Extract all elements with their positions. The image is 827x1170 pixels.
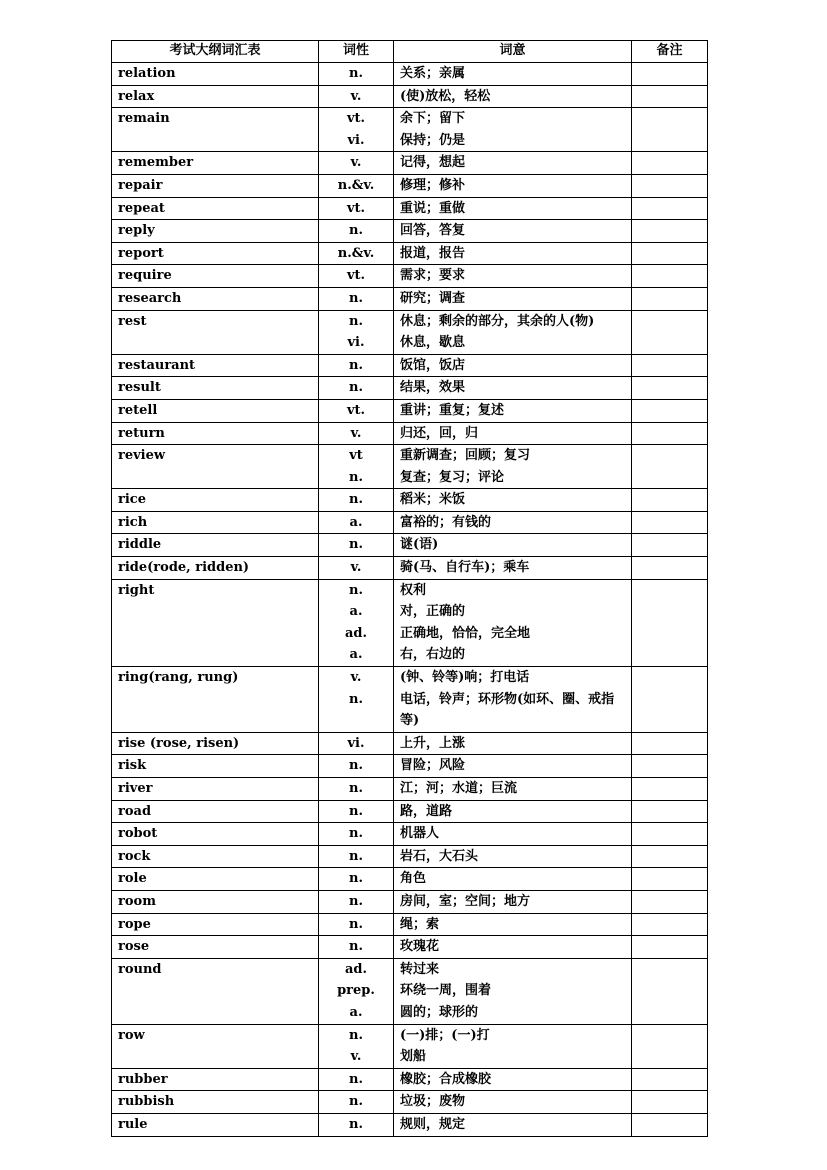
pos-entry: n. <box>349 939 363 955</box>
pos-cell <box>319 936 394 959</box>
vocabulary-page <box>111 40 707 1137</box>
meaning-cell <box>394 511 632 534</box>
pos-cell <box>319 534 394 557</box>
pos-entry: v. <box>350 670 362 686</box>
table-row <box>112 1068 708 1091</box>
word-cell: rubbish <box>112 1091 319 1114</box>
table-row <box>112 557 708 580</box>
table-row <box>112 936 708 959</box>
table-row <box>112 85 708 108</box>
table-row <box>112 913 708 936</box>
word-cell: robot <box>112 823 319 846</box>
table-row <box>112 868 708 891</box>
meaning-entry: (使)放松，轻松 <box>400 88 491 104</box>
table-row <box>112 197 708 220</box>
table-row <box>112 778 708 801</box>
note-cell <box>632 534 708 557</box>
word-cell: risk <box>112 755 319 778</box>
meaning-cell <box>394 557 632 580</box>
pos-entry: vt. <box>346 111 366 127</box>
meaning-entry: 重说；重做 <box>400 200 466 216</box>
note-cell <box>632 108 708 152</box>
pos-cell <box>319 265 394 288</box>
note-cell <box>632 890 708 913</box>
pos-cell <box>319 1113 394 1136</box>
meaning-cell <box>394 85 632 108</box>
word-cell: require <box>112 265 319 288</box>
note-cell <box>632 845 708 868</box>
meaning-entry: 保持；仍是 <box>400 132 466 148</box>
meaning-cell <box>394 287 632 310</box>
note-cell <box>632 667 708 733</box>
table-row <box>112 174 708 197</box>
vocabulary-table <box>111 40 708 1137</box>
pos-cell <box>319 800 394 823</box>
pos-entry: n. <box>349 290 363 306</box>
meaning-cell <box>394 1024 632 1068</box>
pos-entry: v. <box>350 560 362 576</box>
pos-entry: prep. <box>337 983 375 999</box>
meaning-entry: 余下；留下 <box>400 111 466 127</box>
table-row <box>112 534 708 557</box>
pos-entry: vi. <box>347 735 365 751</box>
pos-entry: v. <box>350 155 362 171</box>
note-cell <box>632 377 708 400</box>
note-cell <box>632 63 708 86</box>
pos-cell <box>319 174 394 197</box>
meaning-cell <box>394 1113 632 1136</box>
meaning-cell <box>394 152 632 175</box>
table-header-row <box>112 41 708 63</box>
meaning-cell <box>394 354 632 377</box>
table-row <box>112 511 708 534</box>
pos-entry: n. <box>349 469 363 485</box>
meaning-entry: 电话，铃声；环形物(如环、圈、戒指等) <box>400 691 615 729</box>
pos-entry: vt <box>349 448 363 464</box>
word-cell: row <box>112 1024 319 1068</box>
pos-cell <box>319 913 394 936</box>
meaning-entry: 重讲；重复；复述 <box>400 402 505 418</box>
pos-entry: n. <box>349 582 363 598</box>
pos-cell <box>319 242 394 265</box>
pos-cell <box>319 823 394 846</box>
meaning-cell <box>394 755 632 778</box>
pos-entry: vt. <box>346 268 366 284</box>
pos-cell <box>319 108 394 152</box>
meaning-cell <box>394 579 632 666</box>
note-cell <box>632 422 708 445</box>
note-cell <box>632 823 708 846</box>
word-cell: repair <box>112 174 319 197</box>
pos-cell <box>319 579 394 666</box>
note-cell <box>632 489 708 512</box>
word-cell: rice <box>112 489 319 512</box>
pos-entry: n. <box>349 1116 363 1132</box>
note-cell <box>632 1091 708 1114</box>
pos-entry: a. <box>349 647 363 663</box>
note-cell <box>632 557 708 580</box>
word-cell: ride(rode, ridden) <box>112 557 319 580</box>
note-cell <box>632 579 708 666</box>
meaning-entry: 结果，效果 <box>400 380 466 396</box>
vocabulary-table-body <box>112 63 708 1137</box>
meaning-cell <box>394 913 632 936</box>
meaning-entry: 骑(马、自行车)；乘车 <box>400 560 530 576</box>
word-cell: rule <box>112 1113 319 1136</box>
table-row <box>112 108 708 152</box>
table-row <box>112 1024 708 1068</box>
pos-entry: vt. <box>346 200 366 216</box>
pos-cell <box>319 63 394 86</box>
meaning-entry: 饭馆，饭店 <box>400 357 466 373</box>
meaning-entry: 重新调查；回顾；复习 <box>400 448 531 464</box>
pos-entry: n. <box>349 1071 363 1087</box>
note-cell <box>632 936 708 959</box>
meaning-cell <box>394 197 632 220</box>
table-row <box>112 1091 708 1114</box>
pos-cell <box>319 287 394 310</box>
pos-cell <box>319 890 394 913</box>
table-row <box>112 265 708 288</box>
note-cell <box>632 197 708 220</box>
pos-cell <box>319 445 394 489</box>
pos-entry: v. <box>350 88 362 104</box>
word-cell: repeat <box>112 197 319 220</box>
meaning-entry: 富裕的；有钱的 <box>400 514 492 530</box>
meaning-cell <box>394 958 632 1024</box>
pos-entry: a. <box>349 604 363 620</box>
meaning-entry: 绳；索 <box>400 916 440 932</box>
pos-cell <box>319 511 394 534</box>
note-cell <box>632 399 708 422</box>
meaning-cell <box>394 377 632 400</box>
pos-entry: n.&v. <box>337 245 375 261</box>
meaning-cell <box>394 890 632 913</box>
meaning-entry: 角色 <box>400 871 427 887</box>
meaning-cell <box>394 220 632 243</box>
pos-cell <box>319 557 394 580</box>
header-word: 考试大纲词汇表 <box>112 41 319 63</box>
table-row <box>112 377 708 400</box>
pos-cell <box>319 354 394 377</box>
note-cell <box>632 174 708 197</box>
word-cell: role <box>112 868 319 891</box>
meaning-cell <box>394 489 632 512</box>
pos-entry: n. <box>349 313 363 329</box>
word-cell: relax <box>112 85 319 108</box>
table-row <box>112 890 708 913</box>
pos-entry: ad. <box>344 961 368 977</box>
note-cell <box>632 958 708 1024</box>
pos-entry: n. <box>349 893 363 909</box>
pos-cell <box>319 667 394 733</box>
meaning-cell <box>394 845 632 868</box>
pos-cell <box>319 489 394 512</box>
meaning-entry: (钟、铃等)响；打电话 <box>400 670 530 686</box>
meaning-cell <box>394 265 632 288</box>
note-cell <box>632 310 708 354</box>
word-cell: report <box>112 242 319 265</box>
pos-cell <box>319 1091 394 1114</box>
meaning-cell <box>394 868 632 891</box>
word-cell: road <box>112 800 319 823</box>
meaning-cell <box>394 422 632 445</box>
table-row <box>112 287 708 310</box>
pos-cell <box>319 958 394 1024</box>
word-cell: right <box>112 579 319 666</box>
word-cell: ring(rang, rung) <box>112 667 319 733</box>
note-cell <box>632 913 708 936</box>
meaning-entry: 江；河；水道；巨流 <box>400 781 518 796</box>
pos-entry: n. <box>349 826 363 842</box>
pos-entry: n. <box>349 492 363 508</box>
meaning-entry: 房间，室；空间；地方 <box>400 893 531 909</box>
word-cell: river <box>112 778 319 801</box>
word-cell: round <box>112 958 319 1024</box>
meaning-entry: 玫瑰花 <box>400 939 440 955</box>
pos-entry: ad. <box>344 625 368 641</box>
pos-cell <box>319 197 394 220</box>
pos-cell <box>319 845 394 868</box>
meaning-cell <box>394 399 632 422</box>
table-row <box>112 755 708 778</box>
pos-entry: v. <box>350 1049 362 1065</box>
pos-cell <box>319 868 394 891</box>
note-cell <box>632 445 708 489</box>
pos-entry: n. <box>349 1027 363 1043</box>
pos-entry: n.&v. <box>337 177 375 193</box>
meaning-entry: 圆的；球形的 <box>400 1004 479 1020</box>
pos-entry: vt. <box>346 402 366 418</box>
table-row <box>112 152 708 175</box>
meaning-entry: 右，右边的 <box>400 647 466 663</box>
meaning-cell <box>394 778 632 801</box>
word-cell: reply <box>112 220 319 243</box>
pos-cell <box>319 85 394 108</box>
meaning-entry: 研究；调查 <box>400 290 466 306</box>
table-row <box>112 667 708 733</box>
note-cell <box>632 732 708 755</box>
pos-cell <box>319 755 394 778</box>
pos-cell <box>319 220 394 243</box>
pos-cell <box>319 778 394 801</box>
table-row <box>112 63 708 86</box>
pos-entry: n. <box>349 691 363 707</box>
meaning-entry: 复查；复习；评论 <box>400 469 505 485</box>
meaning-entry: 稻米；米饭 <box>400 492 466 508</box>
meaning-entry: 规则，规定 <box>400 1116 466 1132</box>
table-row <box>112 579 708 666</box>
meaning-entry: 权利 <box>400 582 427 598</box>
table-row <box>112 354 708 377</box>
word-cell: result <box>112 377 319 400</box>
note-cell <box>632 1113 708 1136</box>
header-pos: 词性 <box>319 41 394 63</box>
pos-cell <box>319 1068 394 1091</box>
table-row <box>112 399 708 422</box>
meaning-entry: 归还，回，归 <box>400 425 479 441</box>
word-cell: remember <box>112 152 319 175</box>
pos-entry: n. <box>349 380 363 396</box>
meaning-entry: 休息；剩余的部分，其余的人(物) <box>400 313 595 329</box>
meaning-entry: 修理；修补 <box>400 177 466 193</box>
table-row <box>112 732 708 755</box>
meaning-cell <box>394 534 632 557</box>
pos-entry: n. <box>349 781 363 796</box>
note-cell <box>632 868 708 891</box>
table-row <box>112 445 708 489</box>
pos-entry: vi. <box>347 132 365 148</box>
meaning-entry: 正确地，恰恰，完全地 <box>400 625 531 641</box>
meaning-cell <box>394 800 632 823</box>
meaning-cell <box>394 174 632 197</box>
meaning-entry: 关系；亲属 <box>400 66 466 81</box>
meaning-cell <box>394 242 632 265</box>
meaning-cell <box>394 63 632 86</box>
table-row <box>112 310 708 354</box>
word-cell: rope <box>112 913 319 936</box>
meaning-entry: 垃圾；废物 <box>400 1094 466 1110</box>
note-cell <box>632 287 708 310</box>
pos-cell <box>319 377 394 400</box>
meaning-cell <box>394 445 632 489</box>
pos-entry: n. <box>349 916 363 932</box>
pos-entry: n. <box>349 848 363 864</box>
meaning-entry: 划船 <box>400 1049 427 1065</box>
word-cell: relation <box>112 63 319 86</box>
pos-cell <box>319 422 394 445</box>
pos-cell <box>319 152 394 175</box>
note-cell <box>632 85 708 108</box>
pos-entry: n. <box>349 357 363 373</box>
meaning-entry: 报道，报告 <box>400 245 466 261</box>
meaning-entry: 记得，想起 <box>400 155 466 171</box>
note-cell <box>632 220 708 243</box>
pos-entry: a. <box>349 1004 363 1020</box>
meaning-entry: 转过来 <box>400 961 440 977</box>
note-cell <box>632 354 708 377</box>
note-cell <box>632 152 708 175</box>
word-cell: rock <box>112 845 319 868</box>
meaning-entry: 休息，歇息 <box>400 335 466 351</box>
meaning-entry: 路，道路 <box>400 803 453 819</box>
meaning-entry: 谜(语) <box>400 537 439 553</box>
table-row <box>112 220 708 243</box>
meaning-entry: 回答，答复 <box>400 223 466 239</box>
word-cell: rose <box>112 936 319 959</box>
table-row <box>112 958 708 1024</box>
word-cell: retell <box>112 399 319 422</box>
table-row <box>112 242 708 265</box>
word-cell: riddle <box>112 534 319 557</box>
word-cell: restaurant <box>112 354 319 377</box>
header-note: 备注 <box>632 41 708 63</box>
pos-cell <box>319 399 394 422</box>
table-row <box>112 1113 708 1136</box>
note-cell <box>632 511 708 534</box>
word-cell: research <box>112 287 319 310</box>
pos-entry: n. <box>349 871 363 887</box>
meaning-cell <box>394 732 632 755</box>
note-cell <box>632 242 708 265</box>
table-row <box>112 800 708 823</box>
meaning-entry: (一)排；(一)打 <box>400 1027 490 1043</box>
pos-entry: n. <box>349 803 363 819</box>
meaning-cell <box>394 667 632 733</box>
meaning-entry: 环绕一周，围着 <box>400 983 492 999</box>
meaning-cell <box>394 1091 632 1114</box>
note-cell <box>632 265 708 288</box>
pos-entry: n. <box>349 1094 363 1110</box>
pos-entry: n. <box>349 758 363 774</box>
word-cell: return <box>112 422 319 445</box>
meaning-cell <box>394 936 632 959</box>
word-cell: rise (rose, risen) <box>112 732 319 755</box>
meaning-entry: 冒险；风险 <box>400 758 466 774</box>
meaning-cell <box>394 108 632 152</box>
pos-cell <box>319 732 394 755</box>
note-cell <box>632 755 708 778</box>
pos-entry: n. <box>349 66 363 81</box>
word-cell: rubber <box>112 1068 319 1091</box>
word-cell: room <box>112 890 319 913</box>
note-cell <box>632 1024 708 1068</box>
word-cell: rest <box>112 310 319 354</box>
note-cell <box>632 778 708 801</box>
table-row <box>112 422 708 445</box>
word-cell: review <box>112 445 319 489</box>
note-cell <box>632 1068 708 1091</box>
meaning-entry: 对，正确的 <box>400 604 466 620</box>
meaning-entry: 岩石，大石头 <box>400 848 479 864</box>
table-row <box>112 845 708 868</box>
pos-entry: v. <box>350 425 362 441</box>
meaning-cell <box>394 310 632 354</box>
pos-entry: a. <box>349 514 363 530</box>
meaning-entry: 需求；要求 <box>400 268 466 284</box>
header-meaning: 词意 <box>394 41 632 63</box>
meaning-entry: 机器人 <box>400 826 440 842</box>
meaning-entry: 上升，上涨 <box>400 735 466 751</box>
pos-entry: vi. <box>347 335 365 351</box>
meaning-cell <box>394 1068 632 1091</box>
pos-entry: n. <box>349 223 363 239</box>
table-row <box>112 823 708 846</box>
pos-cell <box>319 1024 394 1068</box>
note-cell <box>632 800 708 823</box>
pos-cell <box>319 310 394 354</box>
meaning-cell <box>394 823 632 846</box>
word-cell: remain <box>112 108 319 152</box>
word-cell: rich <box>112 511 319 534</box>
meaning-entry: 橡胶；合成橡胶 <box>400 1071 492 1087</box>
pos-entry: n. <box>349 537 363 553</box>
table-row <box>112 489 708 512</box>
